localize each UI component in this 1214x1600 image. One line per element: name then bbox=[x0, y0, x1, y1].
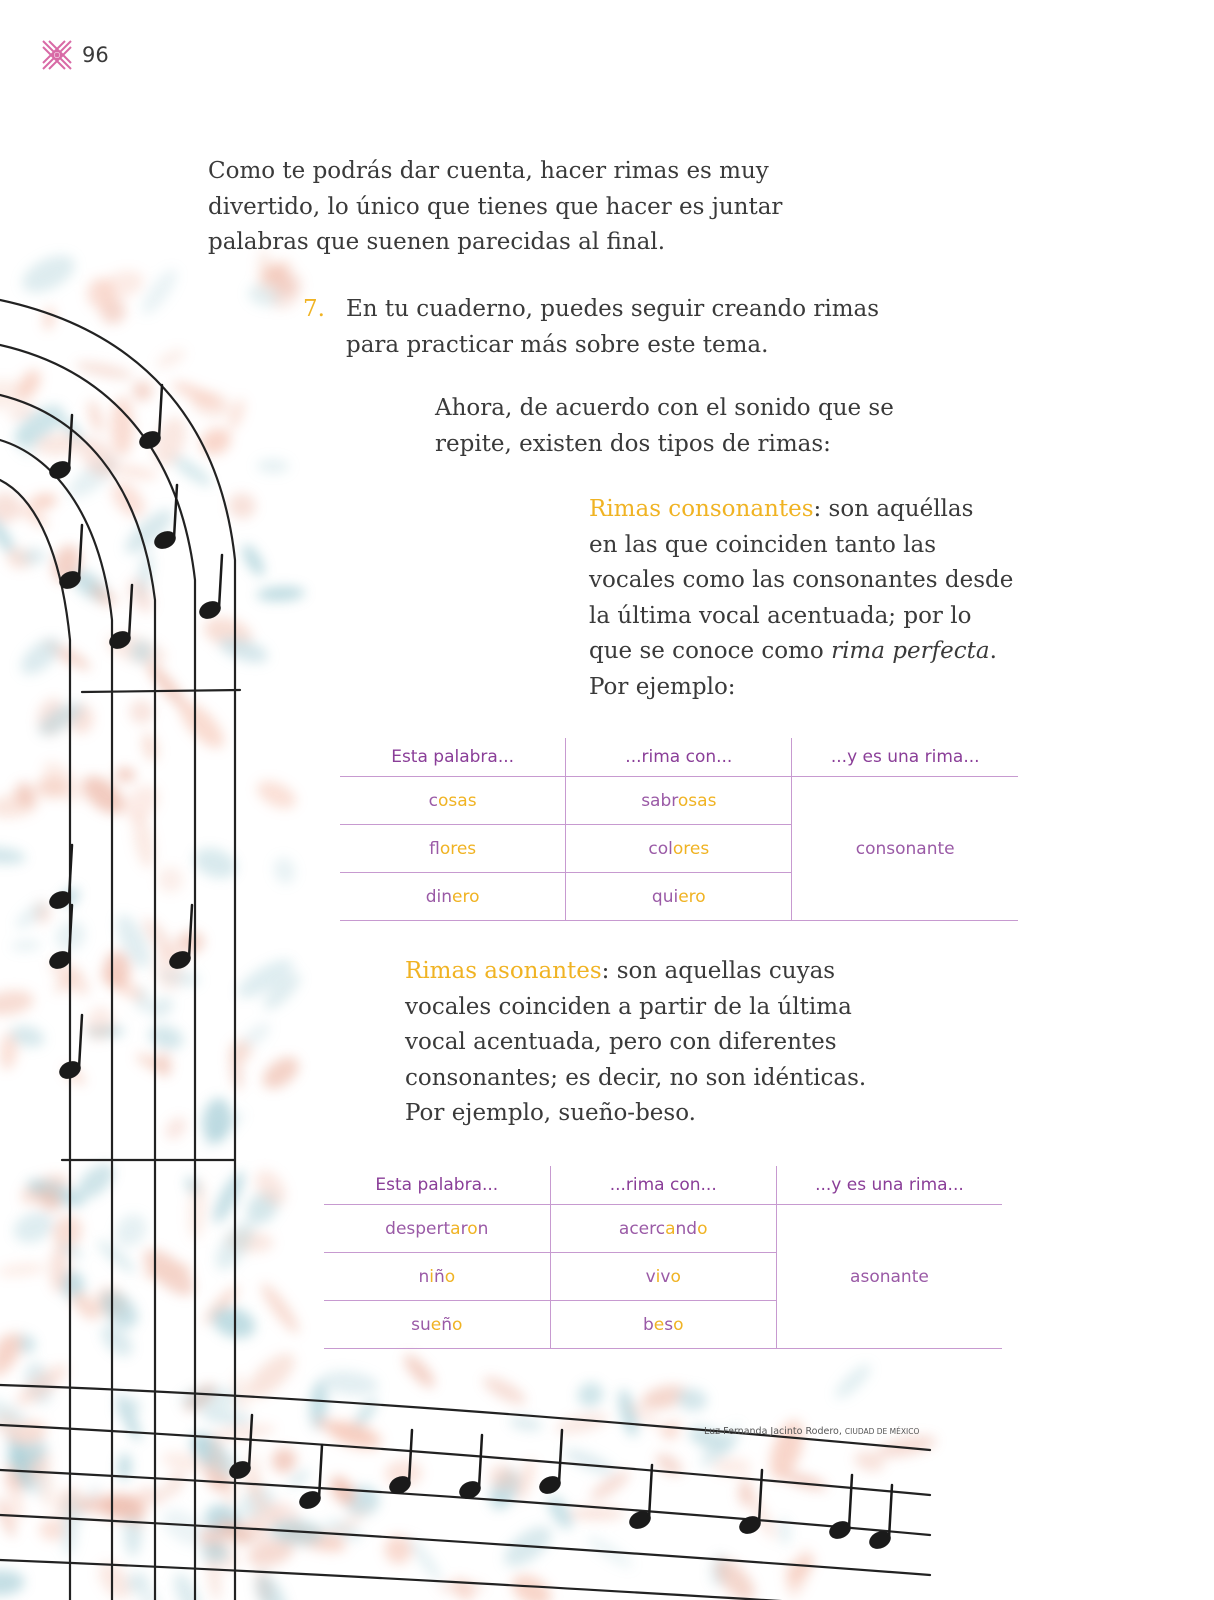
credit-name: Luz Fernanda Jacinto Rodero, bbox=[704, 1426, 842, 1437]
rhyme-cell bbox=[566, 825, 792, 873]
asonantes-line: Por ejemplo, sueño-beso. bbox=[405, 1100, 696, 1126]
word-part: acerc bbox=[618, 1218, 666, 1239]
leaf-shape bbox=[238, 541, 268, 579]
table-asonante bbox=[324, 1166, 1002, 1349]
word-vowel: a bbox=[665, 1218, 676, 1239]
leaf-shape bbox=[479, 1371, 529, 1409]
leaf-shape bbox=[0, 492, 23, 524]
leaf-shape bbox=[267, 1443, 301, 1477]
word-part: c bbox=[428, 790, 439, 811]
activity-line: En tu cuaderno, puedes seguir creando rimas bbox=[346, 296, 880, 322]
word-rhyme-part: osas bbox=[677, 790, 717, 811]
word-vowel: e bbox=[430, 1314, 442, 1335]
leaf-shape bbox=[125, 695, 158, 728]
table-header: Esta palabra... bbox=[324, 1166, 550, 1205]
word-part: ñ bbox=[433, 1266, 445, 1287]
asonantes-line: vocales coinciden a partir de la última bbox=[405, 993, 852, 1020]
activity-number-text: 7. bbox=[303, 296, 325, 322]
asonantes-line: : son aquellas cuyas bbox=[601, 958, 836, 984]
types-intro-paragraph bbox=[435, 391, 894, 462]
word-part: r bbox=[460, 1218, 468, 1239]
word-part: col bbox=[648, 838, 673, 859]
leaf-shape bbox=[257, 1051, 305, 1095]
word-part: qui bbox=[651, 886, 679, 907]
leaf-shape bbox=[153, 345, 188, 372]
leaf-shape bbox=[109, 1208, 153, 1253]
leaf-shape bbox=[256, 1279, 304, 1337]
consonantes-line: vocales como las consonantes desde bbox=[589, 567, 1014, 593]
intro-line: Como te podrás dar cuenta, hacer rimas es muy bbox=[208, 158, 769, 184]
leaf-shape bbox=[104, 951, 131, 987]
types-intro-line: Ahora, de acuerdo con el sonido que se bbox=[435, 395, 894, 421]
intro-paragraph bbox=[208, 154, 782, 261]
leaf-shape bbox=[9, 1206, 58, 1248]
word-rhyme-part: ores bbox=[672, 838, 710, 859]
leaf-shape bbox=[114, 767, 136, 783]
table-header-row bbox=[324, 1166, 1002, 1205]
rhyme-cell bbox=[566, 873, 792, 921]
consonantes-term: Rimas consonantes bbox=[589, 496, 814, 522]
table-row bbox=[324, 1205, 1002, 1253]
table-header: ...rima con... bbox=[550, 1166, 776, 1205]
table-header: Esta palabra... bbox=[340, 738, 566, 777]
consonantes-line: que se conoce como bbox=[589, 638, 832, 664]
note-stem bbox=[849, 1475, 852, 1528]
consonantes-paragraph bbox=[589, 492, 1013, 705]
leaf-shape bbox=[0, 1261, 47, 1278]
leaf-shape bbox=[85, 398, 106, 434]
leaf-shape bbox=[136, 264, 183, 319]
leaf-shape bbox=[256, 459, 289, 474]
leaf-shape bbox=[405, 1534, 446, 1584]
table-header: ...y es una rima... bbox=[776, 1166, 1002, 1205]
word-part: su bbox=[411, 1314, 431, 1335]
page-number: 96 bbox=[82, 43, 109, 67]
rhyme-cell bbox=[566, 777, 792, 825]
word-vowel: i bbox=[429, 1266, 434, 1287]
word-part: v bbox=[645, 1266, 656, 1287]
leaf-shape bbox=[399, 1350, 439, 1392]
word-cell bbox=[340, 825, 566, 873]
leaf-shape bbox=[561, 1444, 617, 1478]
leaf-shape bbox=[256, 585, 305, 602]
table-row bbox=[340, 777, 1018, 825]
word-vowel: o bbox=[670, 1266, 681, 1287]
activity-number bbox=[303, 292, 325, 328]
word-vowel: e bbox=[653, 1314, 665, 1335]
credit-place: CIUDAD DE MÉXICO bbox=[844, 1427, 920, 1436]
illustration-credit bbox=[704, 1426, 919, 1437]
leaf-shape bbox=[146, 1022, 186, 1053]
leaf-shape bbox=[155, 1051, 172, 1077]
word-rhyme-part: ero bbox=[452, 886, 480, 907]
word-part: ñ bbox=[441, 1314, 453, 1335]
ornament-icon bbox=[40, 38, 74, 72]
leaf-shape bbox=[161, 1113, 190, 1143]
asonantes-paragraph bbox=[405, 954, 866, 1132]
leaf-shape bbox=[0, 845, 27, 866]
asonantes-term: Rimas asonantes bbox=[405, 958, 602, 984]
consonantes-line: Por ejemplo: bbox=[589, 673, 736, 700]
word-vowel: o bbox=[697, 1218, 708, 1239]
leaf-shape bbox=[207, 1167, 249, 1227]
word-part: b bbox=[642, 1314, 654, 1335]
word-vowel: a bbox=[450, 1218, 461, 1239]
note-stem bbox=[79, 1015, 82, 1068]
leaf-shape bbox=[111, 462, 159, 483]
consonantes-line: la última vocal acentuada; por lo bbox=[589, 602, 972, 629]
rima-perfecta-term: rima perfecta bbox=[831, 638, 990, 664]
rhyme-cell bbox=[550, 1301, 776, 1349]
rhyme-cell bbox=[550, 1205, 776, 1253]
note-stem bbox=[889, 1485, 892, 1538]
word-part: din bbox=[425, 886, 453, 907]
leaf-shape bbox=[169, 1569, 206, 1600]
consonantes-period: . bbox=[989, 638, 997, 664]
word-cell bbox=[340, 777, 566, 825]
leaf-shape bbox=[200, 1096, 235, 1145]
word-part: nd bbox=[675, 1218, 698, 1239]
word-part: s bbox=[664, 1314, 674, 1335]
page-header bbox=[40, 38, 109, 72]
consonantes-line: en las que coinciden tanto las bbox=[589, 531, 937, 558]
leaf-shape bbox=[146, 993, 177, 1021]
word-cell bbox=[324, 1253, 550, 1301]
word-vowel: o bbox=[452, 1314, 463, 1335]
table-header-row bbox=[340, 738, 1018, 777]
leaf-shape bbox=[226, 491, 258, 521]
asonantes-line: consonantes; es decir, no son idénticas. bbox=[405, 1064, 867, 1091]
word-cell bbox=[324, 1301, 550, 1349]
types-intro-line: repite, existen dos tipos de rimas: bbox=[435, 430, 831, 457]
word-part: v bbox=[660, 1266, 671, 1287]
leaf-shape bbox=[319, 1368, 380, 1398]
leaf-shape bbox=[573, 1378, 607, 1411]
leaf-shape bbox=[652, 1449, 686, 1480]
word-rhyme-part: osas bbox=[438, 790, 477, 811]
word-cell bbox=[340, 873, 566, 921]
table-consonante bbox=[340, 738, 1018, 921]
note-stem bbox=[479, 1435, 482, 1488]
leaf-shape bbox=[131, 380, 153, 402]
word-rhyme-part: ero bbox=[678, 886, 706, 907]
note-stem bbox=[319, 1445, 322, 1498]
leaf-shape bbox=[831, 1359, 876, 1403]
rhyme-cell bbox=[550, 1253, 776, 1301]
leaf-shape bbox=[139, 731, 161, 763]
rhyme-type-cell: consonante bbox=[792, 777, 1018, 921]
activity-line: para practicar más sobre este tema. bbox=[346, 331, 769, 358]
table-header: ...y es una rima... bbox=[792, 738, 1018, 777]
note-stem bbox=[649, 1465, 652, 1518]
leaf-shape bbox=[271, 855, 298, 887]
intro-line: palabras que suenen parecidas al final. bbox=[208, 229, 666, 255]
word-vowel: o bbox=[444, 1266, 456, 1287]
word-part: n bbox=[418, 1266, 430, 1287]
word-vowel: i bbox=[655, 1266, 661, 1287]
word-part: fl bbox=[429, 838, 440, 859]
word-cell bbox=[324, 1205, 550, 1253]
intro-line: divertido, lo único que tienes que hacer es juntar bbox=[208, 193, 783, 220]
leaf-shape bbox=[0, 987, 36, 1018]
note-stem bbox=[559, 1430, 562, 1483]
leaf-shape bbox=[42, 306, 55, 331]
asonantes-line: vocal acentuada, pero con diferentes bbox=[405, 1029, 837, 1055]
leaf-shape bbox=[190, 843, 241, 884]
word-vowel: o bbox=[467, 1218, 478, 1239]
rhyme-type-cell: asonante bbox=[776, 1205, 1002, 1349]
leaf-shape bbox=[105, 476, 150, 523]
word-part: n bbox=[477, 1218, 489, 1239]
table-header: ...rima con... bbox=[566, 738, 792, 777]
note-stem bbox=[219, 555, 222, 608]
word-rhyme-part: ores bbox=[439, 838, 477, 859]
leaf-shape bbox=[111, 397, 134, 457]
leaf-shape bbox=[11, 939, 42, 951]
leaf-shape bbox=[154, 863, 187, 896]
leaf-shape bbox=[253, 775, 301, 814]
word-part: despert bbox=[385, 1218, 451, 1239]
leaf-shape bbox=[0, 1569, 25, 1597]
consonantes-line: : son aquéllas bbox=[813, 496, 974, 522]
leaf-shape bbox=[16, 248, 80, 300]
activity-paragraph bbox=[346, 292, 879, 363]
word-part: sabr bbox=[641, 790, 678, 811]
word-vowel: o bbox=[673, 1314, 684, 1335]
